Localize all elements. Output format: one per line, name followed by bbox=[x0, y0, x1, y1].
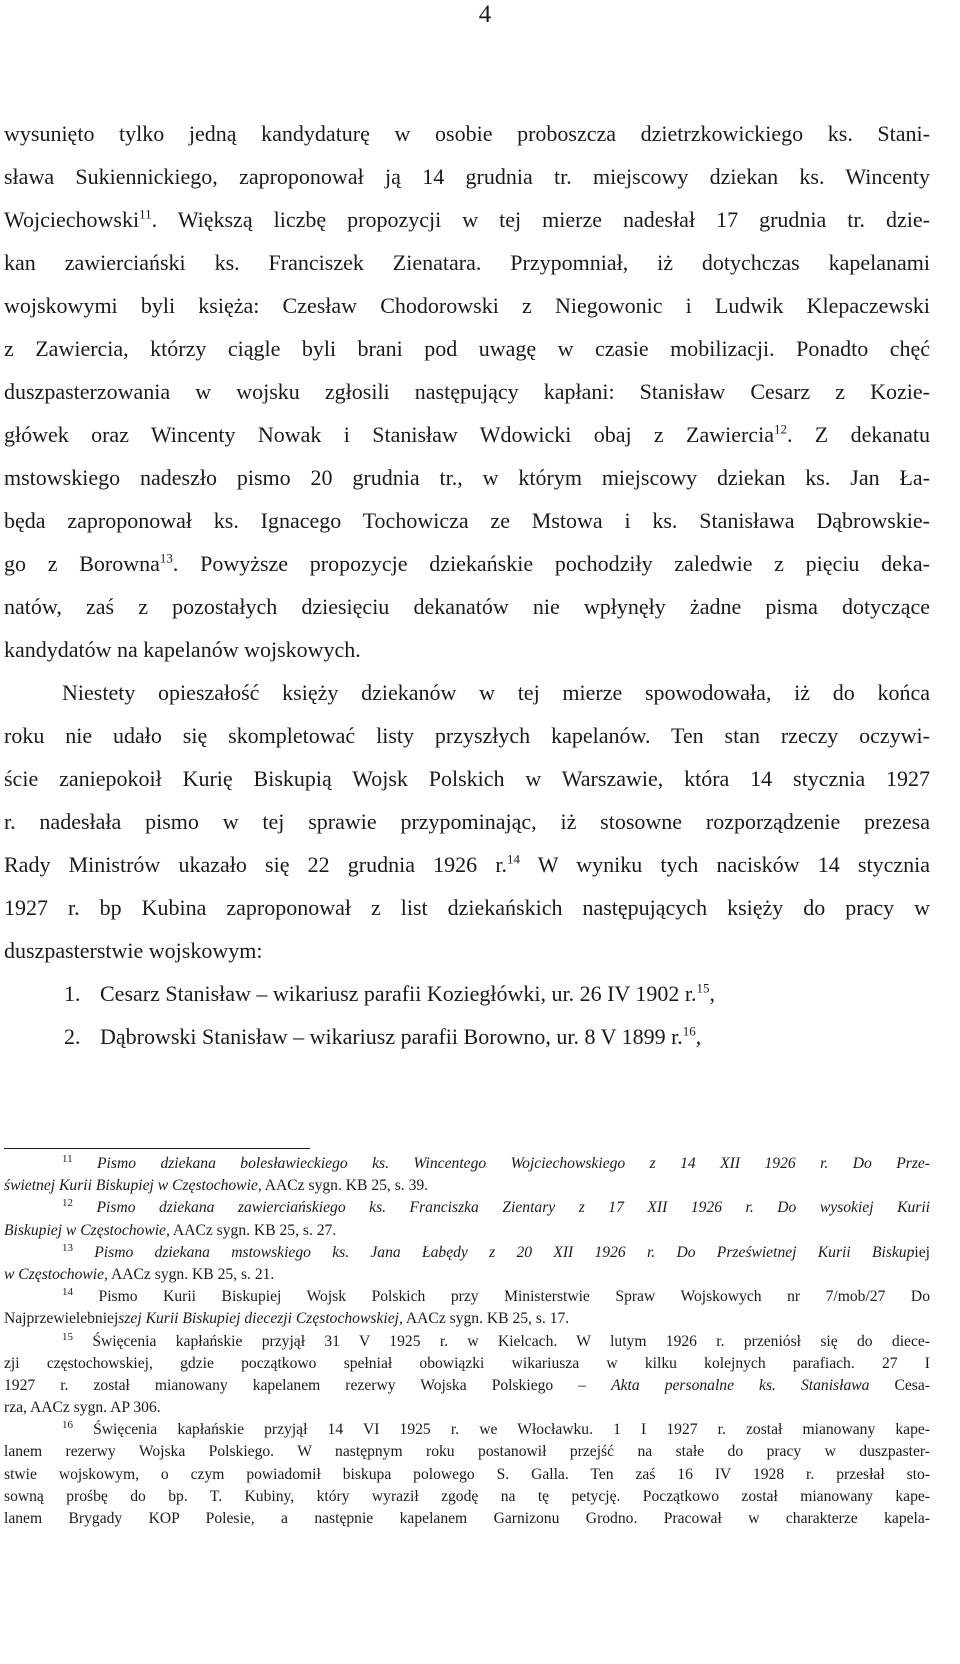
footnote-ref-14: 14 bbox=[506, 851, 520, 867]
text-line: z Zawiercia, którzy ciągle byli brani pod uwagę w czasie mobilizacji. Ponadto chęć bbox=[4, 336, 930, 361]
text-line: ście zaniepokoił Kurię Biskupią Wojsk Polskich w Warszawie, która 14 stycznia 1927 bbox=[4, 766, 930, 791]
footnote-12: $^{12}$ Pismo dziekana zawierciańskiego ks. Franciszka Zientary z 17 XII 1926 r. Do wysokiej Kurii bbox=[62, 1197, 930, 1217]
footnote-12-cont: Biskupiej w Częstochowie, AACz sygn. KB 25, s. 27. bbox=[4, 1221, 337, 1239]
footnote-ref-16: 16 bbox=[682, 1023, 696, 1039]
text-line: duszpasterzowania w wojsku zgłosili następujący kapłani: Stanisław Cesarz z Kozie- bbox=[4, 379, 930, 404]
text-line: duszpasterstwie wojskowym: bbox=[4, 938, 263, 963]
text-line: r. nadesłała pismo w tej sprawie przypominając, iż stosowne rozporządzenie prezesa bbox=[4, 809, 930, 834]
footnote-15: $^{15}$ Święcenia kapłańskie przyjął 31 V 1925 r. w Kielcach. W lutym 1926 r. przeniósł się do diece- bbox=[62, 1330, 930, 1350]
text-line: wysunięto tylko jedną kandydaturę w osobie proboszcza dzietrzkowickiego ks. Stani- bbox=[4, 121, 930, 146]
text-line: główek oraz Wincenty Nowak i Stanisław Wdowicki obaj z Zawiercia$^{12}$. Z dekanatu bbox=[4, 421, 930, 447]
list-item: 2. Dąbrowski Stanisław – wikariusz parafii Borowno, ur. 8 V 1899 r.$^{16}$, bbox=[64, 1023, 702, 1049]
text-line: 1927 r. bp Kubina zaproponował z list dziekańskich następujących księży do pracy w bbox=[4, 895, 930, 920]
footnote-16-cont: stwie wojskowym, o czym powiadomił biskupa polowego S. Galla. Ten zaś 16 IV 1928 r. przesłał sto- bbox=[4, 1465, 930, 1483]
footnotes bbox=[4, 1153, 930, 1530]
footnote-ref-15: 15 bbox=[696, 980, 710, 996]
text-line: kandydatów na kapelanów wojskowych. bbox=[4, 637, 361, 662]
text-line: natów, zaś z pozostałych dziesięciu dekanatów nie wpłynęły żadne pisma dotyczące bbox=[4, 594, 930, 619]
footnote-separator bbox=[4, 1148, 310, 1149]
text-line: Rady Ministrów ukazało się 22 grudnia 1926 r.$^{14}$ W wyniku tych nacisków 14 stycznia bbox=[4, 851, 930, 877]
footnote-16-cont: lanem rezerwy Wojska Polskiego. W następnym roku postanowił przejść na stałe do pracy w duszpaster- bbox=[4, 1443, 930, 1461]
footnote-14-cont: Najprzewielebniejszej Kurii Biskupiej diecezji Częstochowskiej, AACz sygn. KB 25, s. 17. bbox=[4, 1310, 570, 1328]
footnote-ref-12: 12 bbox=[773, 421, 787, 437]
list-item: 1. Cesarz Stanisław – wikariusz parafii Koziegłówki, ur. 26 IV 1902 r.$^{15}$, bbox=[64, 980, 716, 1006]
footnote-16-cont: lanem Brygady KOP Polesie, a następnie kapelanem Garnizonu Grodno. Pracował w charakterze kapela- bbox=[4, 1510, 930, 1527]
footnote-13-cont: w Częstochowie, AACz sygn. KB 25, s. 21. bbox=[4, 1265, 275, 1283]
text-line: będa zaproponował ks. Ignacego Tochowicza ze Mstowa i ks. Stanisława Dąbrowskie- bbox=[4, 508, 930, 533]
footnote-15-cont: rza, AACz sygn. AP 306. bbox=[4, 1399, 161, 1417]
footnote-ref-11: 11 bbox=[139, 206, 152, 222]
footnote-15-cont: zji częstochowskiej, gdzie początkowo spełniał obowiązki wikariusza w kilku kolejnych parafiach. 27 I bbox=[4, 1354, 930, 1372]
footnote-15-cont: 1927 r. został mianowany kapelanem rezerwy Wojska Polskiego – Akta personalne ks. Stanisława Cesa- bbox=[4, 1376, 930, 1394]
body-text bbox=[4, 112, 930, 1058]
page-number: 4 bbox=[478, 1, 492, 28]
footnote-11-cont: świetnej Kurii Biskupiej w Częstochowie, AACz sygn. KB 25, s. 39. bbox=[4, 1177, 429, 1195]
text-line: sława Sukiennickiego, zaproponował ją 14 grudnia tr. miejscowy dziekan ks. Wincenty bbox=[4, 164, 930, 189]
text-line: wojskowymi byli księża: Czesław Chodorowski z Niegowonic i Ludwik Klepaczewski bbox=[4, 293, 930, 318]
footnote-16-cont: sowną prośbę do bp. T. Kubiny, który wyraził zgodę na tę petycję. Początkowo został mianowany kape- bbox=[4, 1487, 930, 1505]
footnote-ref-13: 13 bbox=[159, 550, 173, 566]
text-line: roku nie udało się skompletować listy przyszłych kapelanów. Ten stan rzeczy oczywi- bbox=[4, 723, 930, 748]
footnote-11: $^{11}$ Pismo dziekana bolesławieckiego ks. Wincentego Wojciechowskiego z 14 XII 1926 r. Do Prze- bbox=[62, 1152, 931, 1172]
text-line: Niestety opieszałość księży dziekanów w tej mierze spowodowała, iż do końca bbox=[62, 680, 930, 705]
footnote-13: $^{13}$ Pismo dziekana mstowskiego ks. Jana Łabędy z 20 XII 1926 r. Do Prześwietnej Kurii Biskupiej bbox=[62, 1241, 930, 1261]
text-line: kan zawierciański ks. Franciszek Zienatara. Przypomniał, iż dotychczas kapelanami bbox=[4, 250, 930, 275]
footnote-16: $^{16}$ Święcenia kapłańskie przyjął 14 VI 1925 r. we Włocławku. 1 I 1927 r. został mianowany kape- bbox=[62, 1419, 930, 1439]
text-line: mstowskiego nadeszło pismo 20 grudnia tr., w którym miejscowy dziekan ks. Jan Ła- bbox=[4, 465, 930, 490]
text-line: go z Borowna$^{13}$. Powyższe propozycje dziekańskie pochodziły zaledwie z pięciu deka- bbox=[4, 550, 931, 576]
footnote-14: $^{14}$ Pismo Kurii Biskupiej Wojsk Polskich przy Ministerstwie Spraw Wojskowych nr 7/mob/27 Do bbox=[62, 1285, 930, 1306]
text-line: Wojciechowski$^{11}$. Większą liczbę propozycji w tej mierze nadesłał 17 grudnia tr. dzie- bbox=[4, 206, 930, 232]
